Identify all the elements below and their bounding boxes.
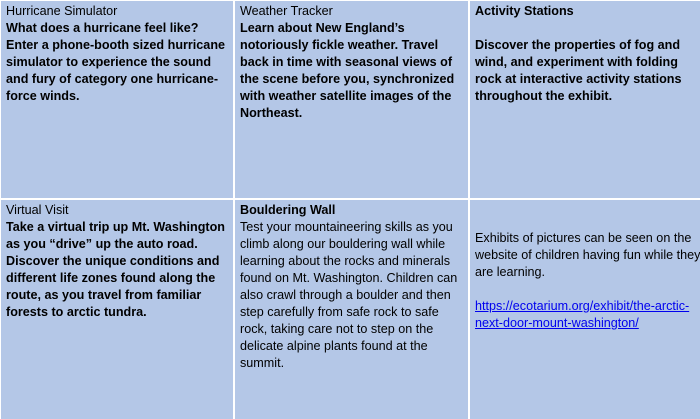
weather-title: Weather Tracker [240,4,333,18]
spacer [475,281,700,298]
bouldering-title: Bouldering Wall [240,203,336,217]
spacer [475,20,700,37]
virtual-title: Virtual Visit [6,203,69,217]
bouldering-body: Test your mountaineering skills as you climb along our bouldering wall while learning about the rocks and minerals found on Mt. Washington. Children can also crawl through a boulder and then step carefully from safe rock to safe rock, taking care not to step on the delicate alpine plants found at the summit. [240,220,458,370]
weather-body: Learn about New England’s notoriously fickle weather. Travel back in time with seasonal views of the scene before you, synchronized with weather satellite images of the Northeast. [240,21,455,120]
cell-virtual-visit [1,200,233,419]
hurricane-question: What does a hurricane feel like? [6,21,199,35]
virtual-body: Take a virtual trip up Mt. Washington as you “drive” up the auto road. Discover the unique conditions and different life zones found along the route, as you travel from familiar forests to arctic tundra. [6,220,226,319]
cell-exhibits-website [470,200,700,419]
activity-title: Activity Stations [475,4,574,18]
cell-bouldering-wall [235,200,468,419]
activity-body: Discover the properties of fog and wind, and experiment with folding rock at interactive activity stations throughout the exhibit. [475,38,682,103]
hurricane-body: Enter a phone-booth sized hurricane simulator to experience the sound and fury of category one hurricane-force winds. [6,38,226,103]
hurricane-title: Hurricane Simulator [6,4,118,18]
cell-activity-stations [470,1,700,198]
cell-hurricane-simulator [1,1,233,198]
ecotarium-link[interactable]: https://ecotarium.org/exhibit/the-arctic-next-door-mount-washington/ [475,299,690,330]
cell-weather-tracker [235,1,468,198]
exhibits-body: Exhibits of pictures can be seen on the website of children having fun while they are learning. [475,231,700,279]
